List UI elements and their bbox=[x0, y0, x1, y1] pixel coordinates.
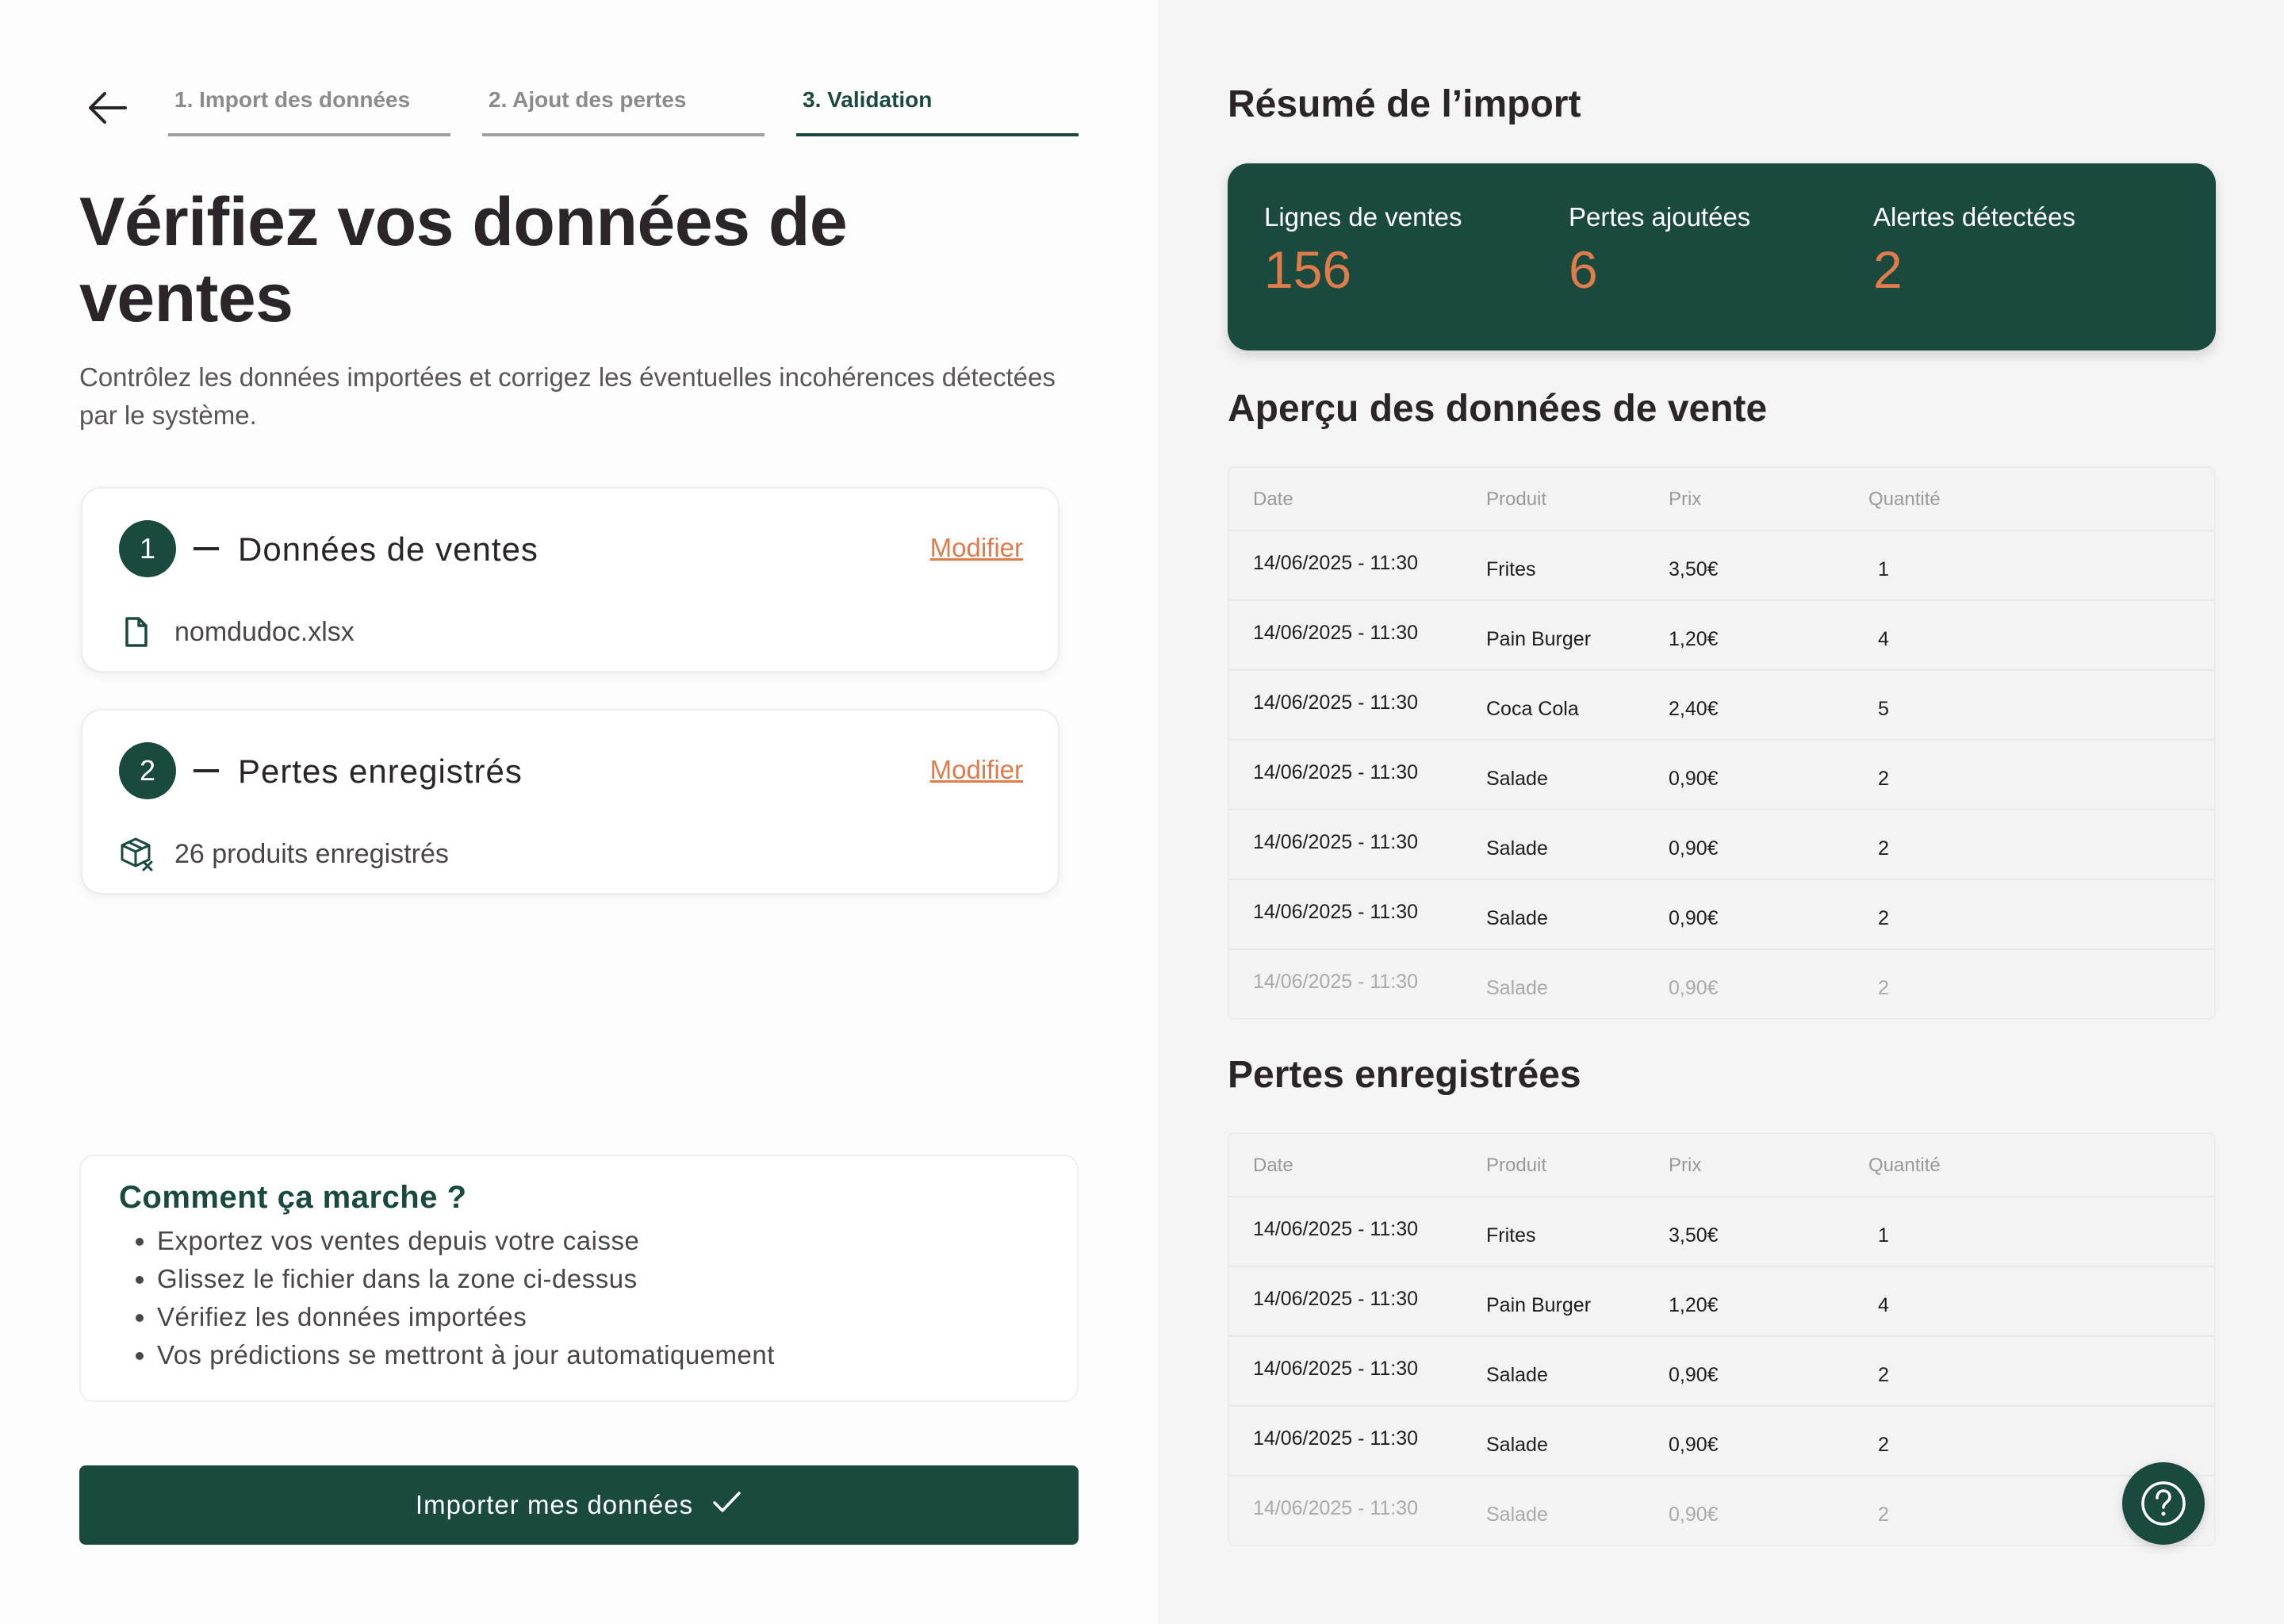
header-quantity: Quantité bbox=[1868, 488, 1941, 510]
page-subtitle: Contrôlez les données importées et corrigez les éventuelles incohérences détectées par le système. bbox=[79, 362, 1056, 430]
cell-quantity: 2 bbox=[1878, 837, 1889, 860]
cell-price: 0,90€ bbox=[1669, 837, 1719, 860]
table-row bbox=[1229, 1337, 2214, 1407]
stat-alerts bbox=[1873, 201, 2075, 301]
header-product: Produit bbox=[1486, 1155, 1547, 1176]
losses-count: 26 produits enregistrés bbox=[174, 839, 449, 869]
cell-product: Salade bbox=[1486, 1364, 1548, 1386]
card-title: Données de ventes bbox=[238, 530, 538, 568]
cell-date: 14/06/2025 - 11:30 bbox=[1253, 1218, 1419, 1240]
stat-label: Pertes ajoutées bbox=[1569, 202, 1751, 232]
cell-date: 14/06/2025 - 11:30 bbox=[1253, 1497, 1419, 1519]
box-x-icon bbox=[117, 836, 154, 872]
stat-value: 6 bbox=[1569, 240, 1598, 299]
losses-title: Pertes enregistrées bbox=[1228, 1054, 1581, 1096]
list-item: • Vos prédictions se mettront à jour automatiquement bbox=[157, 1336, 1039, 1374]
cell-quantity: 1 bbox=[1878, 1224, 1889, 1247]
table-row bbox=[1229, 1477, 2214, 1546]
table-row bbox=[1229, 1267, 2214, 1337]
step-number-badge: 2 bbox=[119, 742, 176, 799]
header-price: Prix bbox=[1669, 488, 1702, 510]
cell-price: 0,90€ bbox=[1669, 768, 1719, 790]
table-row bbox=[1229, 950, 2214, 1020]
table-row bbox=[1229, 531, 2214, 601]
summary-title: Résumé de l’import bbox=[1228, 83, 1581, 125]
page-title: Vérifiez vos données de ventes bbox=[79, 184, 848, 336]
cell-quantity: 2 bbox=[1878, 977, 1889, 999]
cell-product: Salade bbox=[1486, 907, 1548, 929]
cell-date: 14/06/2025 - 11:30 bbox=[1253, 691, 1419, 714]
cell-product: Frites bbox=[1486, 1224, 1536, 1247]
arrow-left-icon[interactable] bbox=[86, 86, 130, 130]
table-row bbox=[1229, 1197, 2214, 1267]
list-item: • Vérifiez les données importées bbox=[157, 1298, 1039, 1336]
cell-quantity: 2 bbox=[1878, 1364, 1889, 1386]
card-title: Pertes enregistrés bbox=[238, 753, 523, 790]
stat-value: 156 bbox=[1264, 240, 1352, 299]
cell-product: Pain Burger bbox=[1486, 628, 1592, 650]
cell-price: 3,50€ bbox=[1669, 1224, 1719, 1247]
cell-product: Salade bbox=[1486, 768, 1548, 790]
cell-product: Coca Cola bbox=[1486, 698, 1579, 720]
stat-sales-lines bbox=[1264, 201, 1462, 301]
dash-divider bbox=[194, 547, 219, 550]
cell-date: 14/06/2025 - 11:30 bbox=[1253, 761, 1419, 783]
table-header bbox=[1229, 1134, 2214, 1197]
header-date: Date bbox=[1253, 1155, 1293, 1176]
summary-card bbox=[1228, 163, 2216, 350]
table-row bbox=[1229, 810, 2214, 880]
header-price: Prix bbox=[1669, 1155, 1702, 1176]
cell-date: 14/06/2025 - 11:30 bbox=[1253, 1358, 1419, 1380]
cell-price: 0,90€ bbox=[1669, 907, 1719, 929]
cell-product: Salade bbox=[1486, 1434, 1548, 1456]
cell-product: Salade bbox=[1486, 977, 1548, 999]
losses-card bbox=[81, 709, 1060, 894]
cell-product: Pain Burger bbox=[1486, 1294, 1592, 1316]
cell-date: 14/06/2025 - 11:30 bbox=[1253, 901, 1419, 923]
how-it-works-box bbox=[79, 1155, 1079, 1402]
cell-product: Frites bbox=[1486, 558, 1536, 580]
cell-quantity: 4 bbox=[1878, 1294, 1889, 1316]
stat-losses-added bbox=[1569, 201, 1750, 301]
table-row bbox=[1229, 1407, 2214, 1477]
stat-label: Lignes de ventes bbox=[1264, 202, 1462, 232]
sales-preview-title: Aperçu des données de vente bbox=[1228, 388, 1768, 430]
cell-quantity: 2 bbox=[1878, 1434, 1889, 1456]
cell-quantity: 5 bbox=[1878, 698, 1889, 720]
import-button-label: Importer mes données bbox=[415, 1490, 694, 1519]
cell-price: 3,50€ bbox=[1669, 558, 1719, 580]
import-data-button[interactable] bbox=[79, 1465, 1079, 1545]
cell-date: 14/06/2025 - 11:30 bbox=[1253, 831, 1419, 853]
sales-table[interactable] bbox=[1228, 466, 2216, 1020]
step-losses[interactable]: 2. Ajout des pertes bbox=[482, 86, 765, 136]
table-row bbox=[1229, 880, 2214, 950]
right-panel bbox=[1158, 0, 2284, 1624]
modify-losses-link[interactable]: Modifier bbox=[929, 755, 1023, 784]
table-row bbox=[1229, 741, 2214, 810]
table-row bbox=[1229, 601, 2214, 671]
header-product: Produit bbox=[1486, 488, 1547, 510]
cell-price: 0,90€ bbox=[1669, 1434, 1719, 1456]
cell-quantity: 2 bbox=[1878, 768, 1889, 790]
step-number-badge: 1 bbox=[119, 520, 176, 577]
cell-quantity: 1 bbox=[1878, 558, 1889, 580]
stepper bbox=[168, 86, 1079, 136]
dash-divider bbox=[194, 769, 219, 772]
check-icon bbox=[711, 1486, 742, 1524]
cell-price: 0,90€ bbox=[1669, 1503, 1719, 1526]
cell-product: Salade bbox=[1486, 1503, 1548, 1526]
how-title: Comment ça marche ? bbox=[119, 1180, 467, 1215]
cell-price: 2,40€ bbox=[1669, 698, 1719, 720]
table-row bbox=[1229, 671, 2214, 741]
sales-data-card bbox=[81, 487, 1060, 672]
cell-price: 1,20€ bbox=[1669, 628, 1719, 650]
cell-date: 14/06/2025 - 11:30 bbox=[1253, 971, 1419, 993]
cell-date: 14/06/2025 - 11:30 bbox=[1253, 1427, 1419, 1450]
modify-sales-link[interactable]: Modifier bbox=[929, 533, 1023, 562]
step-validation[interactable]: 3. Validation bbox=[796, 86, 1079, 136]
losses-table[interactable] bbox=[1228, 1132, 2216, 1546]
cell-price: 1,20€ bbox=[1669, 1294, 1719, 1316]
cell-price: 0,90€ bbox=[1669, 1364, 1719, 1386]
file-icon bbox=[117, 614, 154, 650]
header-date: Date bbox=[1253, 488, 1293, 510]
cell-price: 0,90€ bbox=[1669, 977, 1719, 999]
stat-value: 2 bbox=[1873, 240, 1903, 299]
cell-quantity: 4 bbox=[1878, 628, 1889, 650]
list-item: • Exportez vos ventes depuis votre caisse bbox=[157, 1222, 1039, 1260]
cell-date: 14/06/2025 - 11:30 bbox=[1253, 552, 1419, 574]
file-name: nomdudoc.xlsx bbox=[174, 617, 354, 647]
cell-product: Salade bbox=[1486, 837, 1548, 860]
help-icon[interactable] bbox=[2122, 1462, 2205, 1545]
list-item: • Glissez le fichier dans la zone ci-dessus bbox=[157, 1260, 1039, 1298]
header-quantity: Quantité bbox=[1868, 1155, 1941, 1176]
cell-date: 14/06/2025 - 11:30 bbox=[1253, 622, 1419, 644]
cell-quantity: 2 bbox=[1878, 1503, 1889, 1526]
cell-date: 14/06/2025 - 11:30 bbox=[1253, 1288, 1419, 1310]
step-import[interactable]: 1. Import des données bbox=[168, 86, 450, 136]
table-header bbox=[1229, 468, 2214, 531]
stat-label: Alertes détectées bbox=[1873, 202, 2075, 232]
cell-quantity: 2 bbox=[1878, 907, 1889, 929]
how-list bbox=[119, 1222, 1039, 1374]
